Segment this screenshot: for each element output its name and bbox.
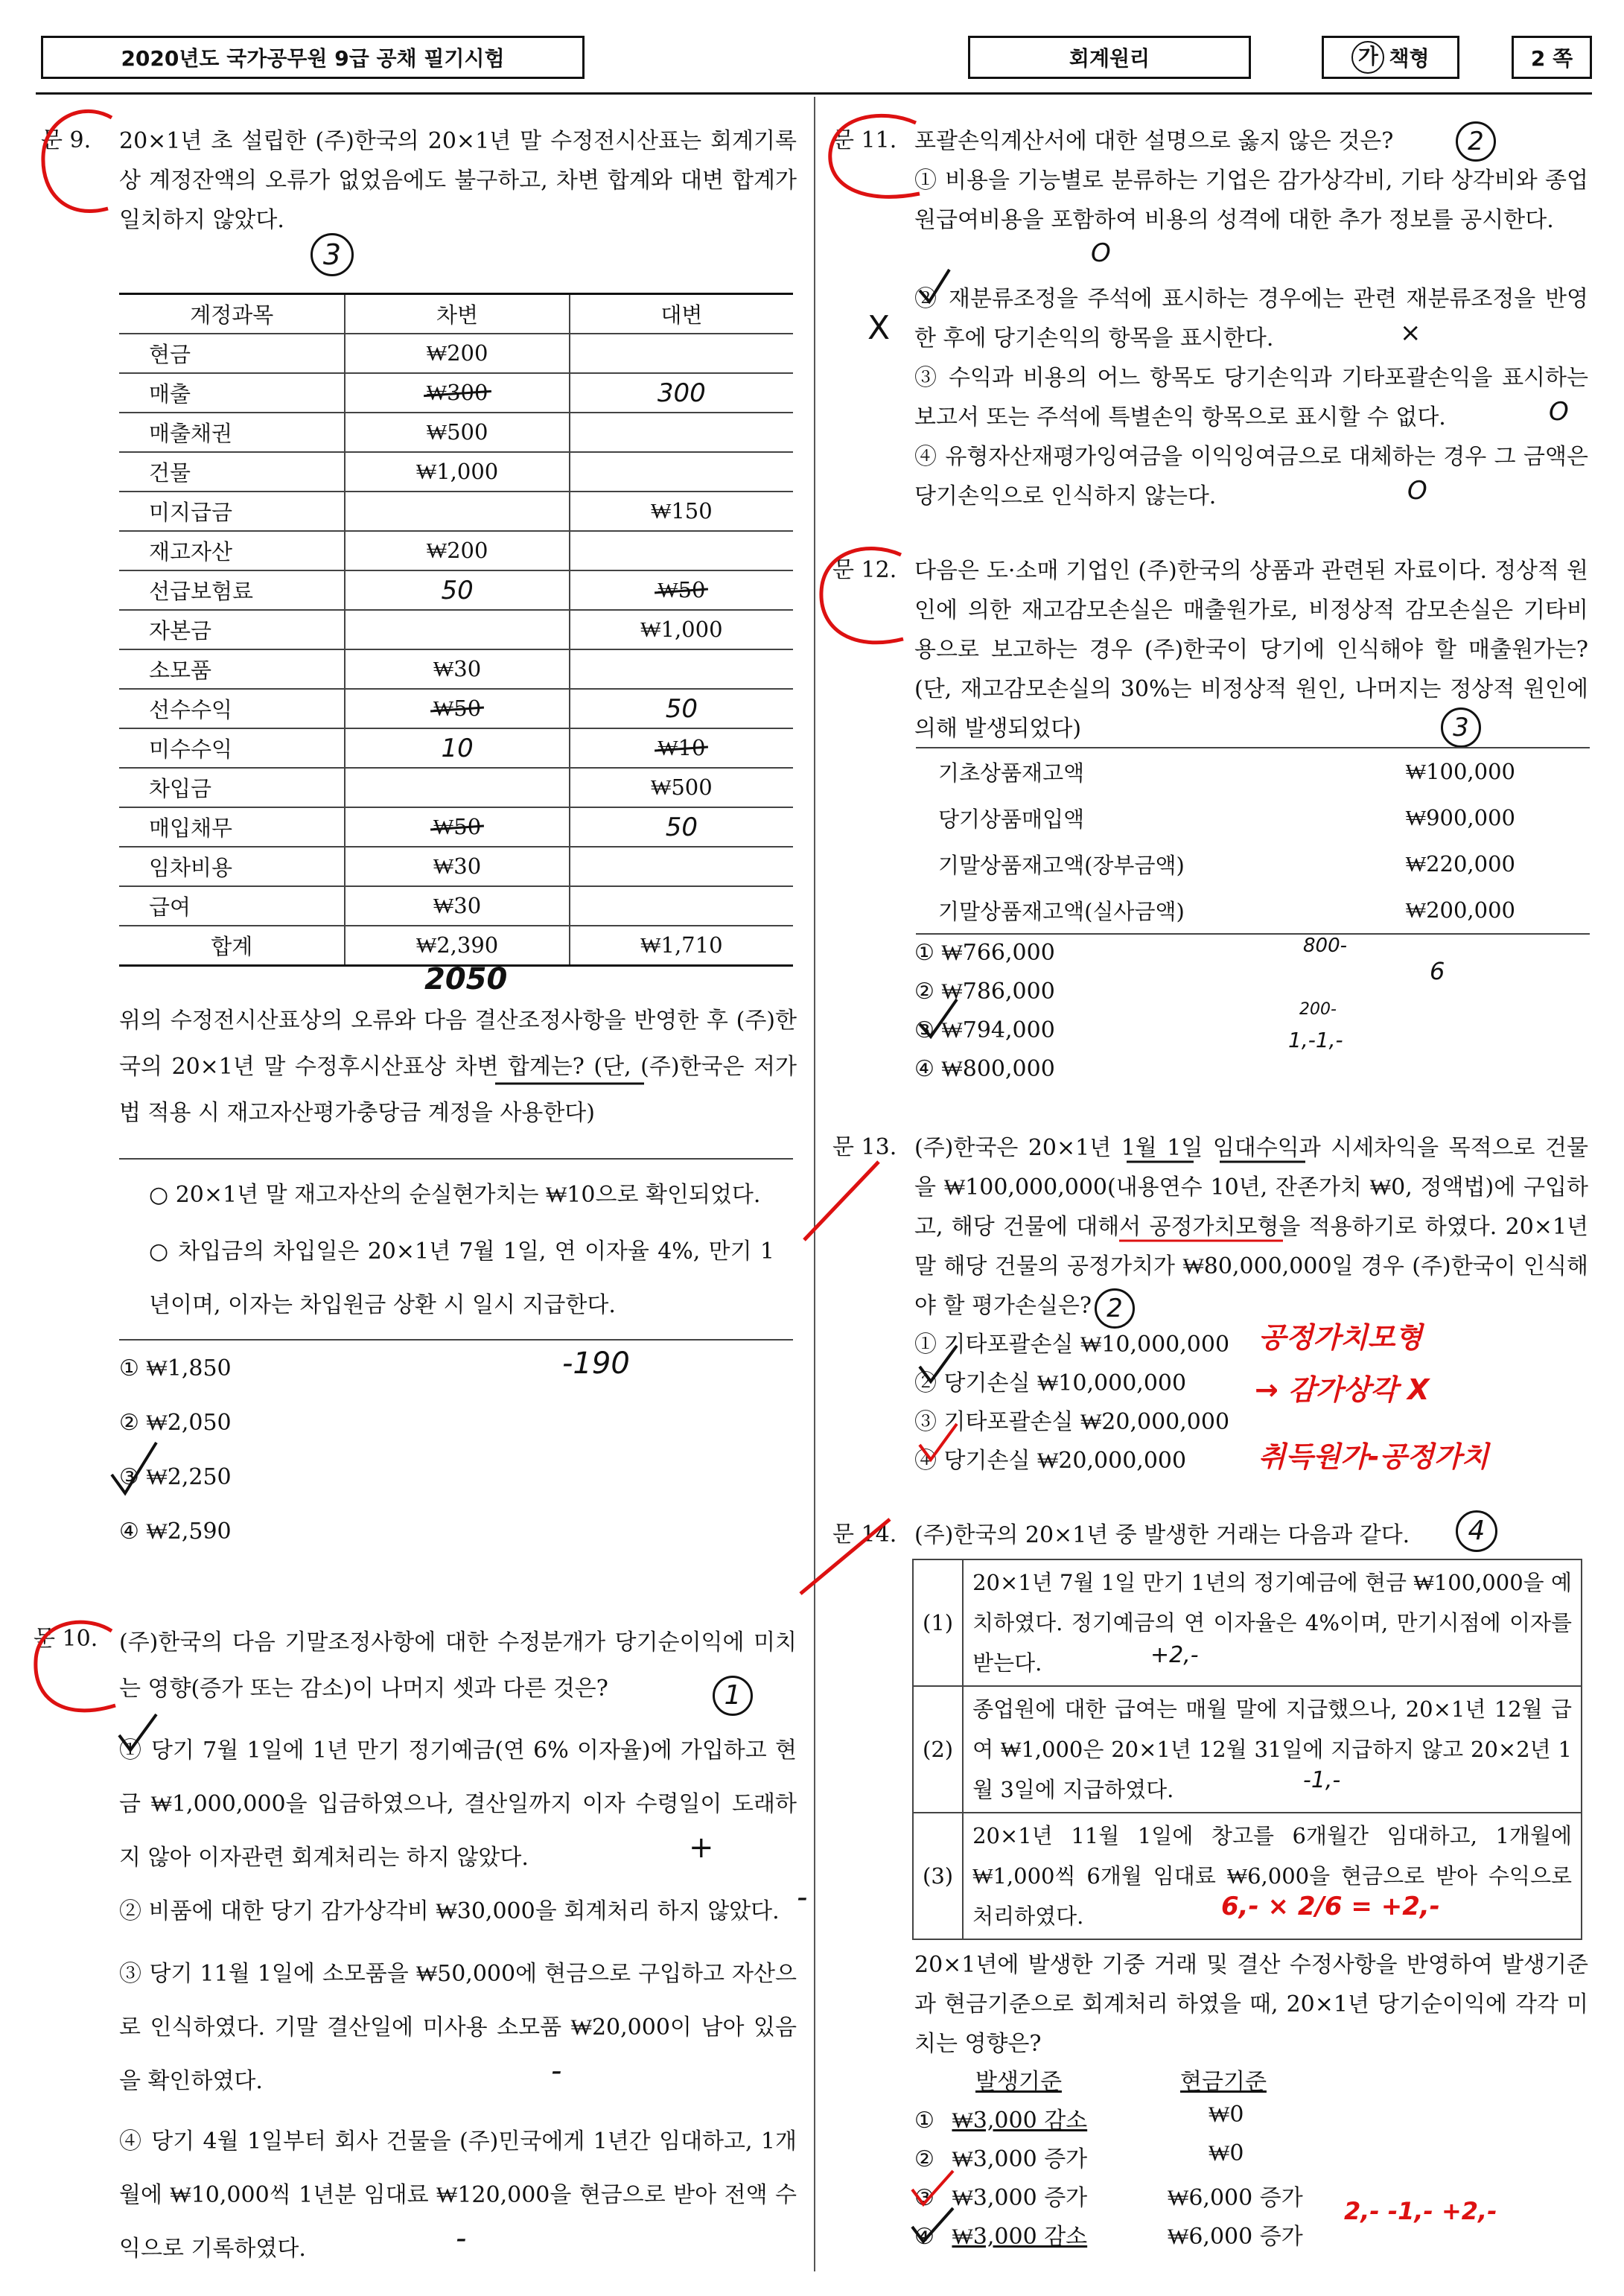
q14-opt2-accrual: ₩3,000 증가: [952, 2146, 1088, 2172]
q14-opt4-no: ④: [914, 2224, 934, 2250]
table-row: 매출 ₩300 300: [119, 373, 793, 413]
table-row: 임차비용 ₩30: [119, 847, 793, 886]
q10-option-4[interactable]: ④ 당기 4월 1일부터 회사 건물을 (주)민국에게 1년간 임대하고, 1개월에 ₩10,000씩 1년분 임대료 ₩120,000을 현금으로 받아 전액 수익으로 기록하였다.: [119, 2128, 797, 2262]
hw-q13-answer: 2: [1095, 1288, 1135, 1329]
hw-q14-answer: 4: [1456, 1510, 1497, 1552]
exam-title: 2020년도 국가공무원 9급 공채 필기시험: [41, 36, 585, 79]
table-header: 차변: [345, 294, 569, 334]
hw-q11-mark-3: O: [1549, 397, 1569, 427]
q12-option-1[interactable]: ① ₩766,000: [914, 940, 1055, 966]
table-row: 현금 ₩200: [119, 334, 793, 373]
hw-payable-credit: 50: [665, 812, 698, 842]
page-number: 2 쪽: [1512, 36, 1592, 79]
table-row: 기말상품재고액(실사금액) ₩200,000: [938, 897, 1515, 924]
q14-opt1-cash: ₩0: [1209, 2102, 1244, 2128]
q14-opt1-accrual: ₩3,000 감소: [952, 2108, 1088, 2134]
q9-trial-balance-table: [119, 293, 793, 967]
hw-sales-credit: 300: [657, 378, 706, 408]
hw-q10-answer: 1: [713, 1676, 753, 1716]
q9-underline-mark: [495, 1080, 644, 1087]
q14-opt3-no: ③: [914, 2185, 934, 2211]
q9-condition-1: ○ 20×1년 말 재고자산의 순실현가치는 ₩10으로 확인되었다.: [149, 1182, 761, 1208]
hw-q11-mark-4: O: [1407, 476, 1427, 506]
table-row: 건물 ₩1,000: [119, 452, 793, 492]
q10-option-1[interactable]: ① 당기 7월 1일에 1년 만기 정기예금(연 6% 이자율)에 가입하고 현금 ₩1,000,000을 입금하였으나, 결산일까지 이자 수령일이 도래하지 않아 이자관련 회계처리는 하지 않았다.: [119, 1737, 797, 1871]
hw-q13-note3: 취득원가-공정가치: [1258, 1440, 1489, 1473]
q9-condition-2: ○ 차입금의 차입일은 20×1년 7월 1일, 연 이자율 4%, 만기 1년이며, 이자는 차입원금 상환 시 일시 지급한다.: [149, 1238, 774, 1318]
q14-option-2[interactable]: [914, 2140, 1361, 2173]
q14-opt2-cash: ₩0: [1209, 2140, 1244, 2166]
q14-opt1-no: ①: [914, 2108, 934, 2134]
hw-q10-mark-3: -: [551, 2054, 562, 2088]
q13-option-2[interactable]: ② 당기손실 ₩10,000,000: [914, 1370, 1187, 1396]
hw-q12-note4: 1,-1,-: [1288, 1028, 1343, 1052]
hw-q13-note2: → 감가상각 X: [1255, 1373, 1430, 1406]
q14-opt3-cash: ₩6,000 증가: [1168, 2185, 1303, 2211]
table-row: 기말상품재고액(장부금액) ₩220,000: [938, 850, 1515, 878]
table-row: 선수수익 ₩50 50: [119, 689, 793, 728]
hw-q12-note3: 200-: [1299, 1000, 1337, 1019]
table-row: 매출채권 ₩500: [119, 413, 793, 452]
table-row: 소모품 ₩30: [119, 649, 793, 689]
q11-text: 포괄손익계산서에 대한 설명으로 옳지 않은 것은?: [914, 128, 1394, 154]
hw-q10-mark-4: -: [456, 2222, 467, 2256]
q11-option-3[interactable]: ③ 수익과 비용의 어느 항목도 당기손익과 기타포괄손익을 표시하는 보고서 또는 주석에 특별손익 항목으로 표시할 수 없다.: [914, 365, 1588, 430]
hw-q14-note3: 6,- × 2/6 = +2,-: [1221, 1892, 1440, 1921]
q9-text2: 위의 수정전시산표상의 오류와 다음 결산조정사항을 반영한 후 (주)한국의 20×1년 말 수정후시산표상 차변 합계는? (단, (주)한국은 저가법 적용 시 재고자산평가충당금 계정을 사용한다): [119, 1008, 797, 1126]
q14-opt4-cash: ₩6,000 증가: [1168, 2224, 1303, 2250]
hw-q11-mark-2: ×: [1400, 318, 1421, 348]
hw-q14-note1: +2,-: [1150, 1642, 1199, 1668]
hw-q10-mark-1: +: [689, 1831, 714, 1865]
q11-option-4[interactable]: ④ 유형자산재평가잉여금을 이익잉여금으로 대체하는 경우 그 금액은 당기손익으로 인식하지 않는다.: [914, 444, 1588, 509]
q13-red-slash-mark: [800, 1158, 882, 1247]
q13-checkmark-icon: [916, 1344, 961, 1389]
q12-checkmark-icon: [916, 998, 961, 1043]
table-row: (3) 20×1년 11월 1일에 창고를 6개월간 임대하고, 1개월에 ₩1,000씩 6개월 임대료 ₩6,000을 현금으로 받아 수익으로 처리하였다.: [913, 1813, 1582, 1939]
table-row: 재고자산 ₩200: [119, 531, 793, 570]
q10-option-2[interactable]: ② 비품에 대한 당기 감가상각비 ₩30,000을 회계처리 하지 않았다.: [119, 1898, 780, 1924]
q10-text: (주)한국의 다음 기말조정사항에 대한 수정분개가 당기순이익에 미치는 영향(증가 또는 감소)이 나머지 셋과 다른 것은?: [119, 1629, 797, 1702]
q10-number: 문 10.: [34, 1626, 98, 1652]
q12-text: 다음은 도·소매 기업인 (주)한국의 상품과 관련된 자료이다. 정상적 원인에 의한 재고감모손실은 매출원가로, 비정상적 감모손실은 기타비용으로 보고하는 경우 (주)한국이 당기에 인식해야 할 매출원가는? (단, 재고감모손실의 30%는 비정상적 원인, 나머지는 정상적 원인에 의해 발생되었다): [914, 558, 1588, 742]
table-row: (1) 20×1년 7월 1일 만기 1년의 정기예금에 현금 ₩100,000을 예치하였다. 정기예금의 연 이자율은 4%이며, 만기시점에 이자를 받는다.: [913, 1559, 1582, 1686]
table-row: (2) 종업원에 대한 급여는 매월 말에 지급했으나, 20×1년 12월 급여 ₩1,000은 20×1년 12월 31일에 지급하지 않고 20×2년 1월 3일에 지급하였다.: [913, 1686, 1582, 1813]
q14-option-4[interactable]: [914, 2218, 1361, 2251]
q13-underline-marks: [914, 1162, 1585, 1251]
q14-text: (주)한국의 20×1년 중 발생한 거래는 다음과 같다.: [914, 1522, 1410, 1548]
q9-option-2[interactable]: ② ₩2,050: [119, 1410, 232, 1436]
q10-checkmark-icon: [115, 1713, 160, 1758]
q14-text2: 20×1년에 발생한 기중 거래 및 결산 수정사항을 반영하여 발생기준과 현금기준으로 회계처리 하였을 때, 20×1년 당기순이익에 각각 미치는 영향은?: [914, 1952, 1588, 2057]
table-row: 매입채무 ₩50 50: [119, 807, 793, 847]
q9-number: 문 9.: [41, 127, 92, 153]
header-rule: [36, 92, 1592, 95]
q14-transactions-table: [912, 1559, 1582, 1940]
hw-unearned-credit: 50: [665, 693, 698, 724]
q11-red-circle-mark: [823, 112, 927, 209]
booklet-mark: 가: [1351, 41, 1384, 74]
q9-option-1[interactable]: ① ₩1,850: [119, 1355, 232, 1381]
q9-checkmark-icon: [104, 1441, 164, 1501]
q14-checkmark-icon: [908, 2171, 961, 2253]
q11-option-2[interactable]: ② 재분류조정을 주석에 표시하는 경우에는 관련 재분류조정을 반영한 후에 당기손익의 항목을 표시한다.: [914, 286, 1588, 352]
table-row: 기초상품재고액 ₩100,000: [938, 758, 1515, 786]
subject-title: 회계원리: [968, 36, 1251, 79]
table-row: 미수수익 10 ₩10: [119, 728, 793, 768]
q14-red-slash-mark: [797, 1516, 894, 1597]
q14-opt2-no: ②: [914, 2146, 934, 2172]
booklet-suffix: 책형: [1389, 46, 1430, 71]
q12-data-table: [916, 747, 1590, 935]
q9-text: 20×1년 초 설립한 (주)한국의 20×1년 말 수정전시산표는 회계기록상 계정잔액의 오류가 없었음에도 불구하고, 차변 합계와 대변 합계가 일치하지 않았다.: [119, 128, 797, 233]
booklet-type: [1322, 36, 1459, 79]
q13-option-4[interactable]: ④ 당기손실 ₩20,000,000: [914, 1448, 1187, 1474]
table-header: 계정과목: [119, 294, 345, 334]
table-row: 급여 ₩30: [119, 886, 793, 926]
hw-q14-note4: 2,- -1,- +2,-: [1344, 2197, 1497, 2225]
hw-q11-x: X: [867, 309, 891, 347]
q13-text: (주)한국은 20×1년 1월 1일 임대수익과 시세차익을 목적으로 건물을 ₩100,000,000(내용연수 10년, 잔존가치 ₩0, 정액법)에 구입하고, 해당 건물에 대해서 공정가치모형을 적용하기로 하였다. 20×1년 말 해당 건물의 공정가치가 ₩80,000,000일 경우 (주)한국이 인식해야 할 평가손실은?: [914, 1135, 1588, 1319]
table-row: 차입금 ₩500: [119, 768, 793, 807]
hw-q13-note1: 공정가치모형: [1258, 1321, 1423, 1354]
q14-option-1[interactable]: [914, 2102, 1361, 2134]
q12-option-3[interactable]: ③ ₩794,000: [914, 1017, 1055, 1043]
q12-option-4[interactable]: ④ ₩800,000: [914, 1056, 1055, 1082]
q14-col-accrual: 발생기준: [975, 2069, 1062, 2095]
q11-number: 문 11.: [832, 127, 897, 153]
q13-number: 문 13.: [832, 1134, 897, 1160]
hw-q12-answer: 3: [1441, 707, 1481, 748]
hw-q9-new-total: 2050: [424, 962, 508, 996]
hw-q11-answer: 2: [1456, 121, 1496, 162]
hw-q9-note: -190: [562, 1346, 630, 1381]
q9-red-circle-mark: [37, 104, 127, 223]
hw-q10-mark-2: -: [797, 1880, 808, 1915]
q11-option-1[interactable]: ① 비용을 기능별로 분류하는 기업은 감가상각비, 기타 상각비와 종업원급여비용을 포함하여 비용의 성격에 대한 추가 정보를 공시한다.: [914, 168, 1588, 233]
q12-option-2[interactable]: ② ₩786,000: [914, 979, 1055, 1005]
q11-checkmark-icon: [916, 268, 953, 305]
q13-option-3[interactable]: ③ 기타포괄손실 ₩20,000,000: [914, 1409, 1230, 1435]
q10-red-circle-mark: [30, 1616, 127, 1728]
hw-q14-note2: -1,-: [1303, 1767, 1341, 1793]
table-row: 선급보험료 50 ₩50: [119, 570, 793, 610]
hw-accrued-debit: 10: [441, 733, 474, 763]
q12-number: 문 12.: [832, 557, 897, 583]
table-total-row: 합계 ₩2,390 ₩1,710: [119, 926, 793, 966]
hw-q12-note1: 800-: [1303, 935, 1348, 957]
q14-opt3-accrual: ₩3,000 증가: [952, 2185, 1088, 2211]
table-row: 미지급금 ₩150: [119, 492, 793, 531]
table-row: 자본금 ₩1,000: [119, 610, 793, 649]
hw-q12-note2: 6: [1430, 957, 1445, 985]
q13-option-1[interactable]: ① 기타포괄손실 ₩10,000,000: [914, 1332, 1230, 1358]
hw-q9-answer: 3: [311, 233, 354, 276]
hw-q11-mark-1: O: [1091, 238, 1111, 268]
q14-col-cash: 현금기준: [1180, 2069, 1267, 2095]
hw-prepaid-debit: 50: [441, 575, 474, 605]
q14-number: 문 14.: [832, 1521, 897, 1548]
q9-option-4[interactable]: ④ ₩2,590: [119, 1519, 232, 1545]
table-row: 당기상품매입액 ₩900,000: [938, 804, 1515, 832]
q9-option-3[interactable]: ③ ₩2,250: [119, 1464, 232, 1490]
q13-checkmark-icon-2: [916, 1422, 961, 1467]
q10-option-3[interactable]: ③ 당기 11월 1일에 소모품을 ₩50,000에 현금으로 구입하고 자산으로 인식하였다. 기말 결산일에 미사용 소모품 ₩20,000이 남아 있음을 확인하였다.: [119, 1961, 797, 2094]
q12-red-circle-mark: [815, 544, 912, 655]
q14-opt4-accrual: ₩3,000 감소: [952, 2224, 1088, 2250]
table-header: 대변: [570, 294, 793, 334]
q14-option-3[interactable]: [914, 2179, 1361, 2212]
